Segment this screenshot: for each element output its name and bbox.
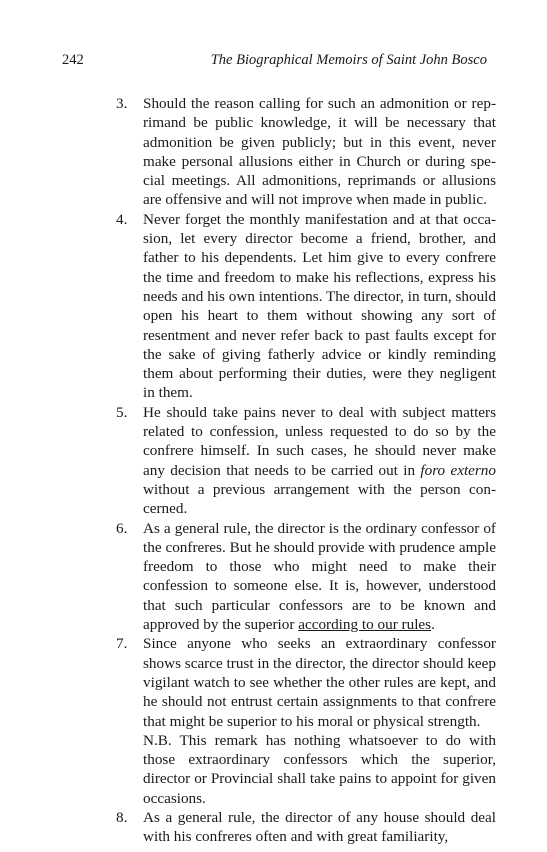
rule-text-part: He should take pains never to deal with subject matters related to confession, unless requested to do so by the confrere himself. In such cases, he should never make any decision that needs to be carried out in (143, 403, 496, 479)
underlined-phrase: according to our rules (298, 616, 432, 634)
rule-item-5 (116, 403, 496, 519)
rule-text: Since anyone who seeks an extraordinary confessor shows scarce trust in the director, the director should keep vigilant watch to see whether the other rules are kept, and he should not entrust certain assignments to that confrere that might be superior to his moral or physical strength. (143, 635, 496, 730)
rule-item-6 (116, 519, 496, 635)
rule-text (143, 519, 496, 635)
rule-number: 5. (116, 403, 128, 421)
rule-number: 3. (116, 95, 128, 112)
rule-text-part: As a general rule, the director is the ordinary confessor of the confreres. But he should provide with prudence ample freedom to those who might need to make their confession to someone else. It is, however, understood that such particular confessors are to be known and approved by the superior (143, 519, 496, 634)
latin-term: foro externo (420, 461, 496, 479)
nota-bene-note: N.B. This remark has nothing whatsoever to do with those extraordinary confessors which the superior, director or Provincial shall take pains to appoint for given occasions. (143, 731, 496, 807)
rule-text: Should the reason calling for such an admonition or reprimand be public knowledge, it will be necessary that admonition be given publicly; but in this event, never make personal allusions either in Church or during special meetings. All admonitions, reprimands or allusions are offensive and will not improve when made in public. (143, 95, 496, 209)
running-title: The Biographical Memoirs of Saint John Bosco (210, 52, 487, 68)
rule-text-part: without a previous arrangement with the person concerned. (143, 480, 496, 518)
rule-number: 8. (116, 808, 128, 826)
rule-number: 7. (116, 635, 128, 653)
rule-item-7 (116, 634, 496, 808)
rule-number: 6. (116, 519, 128, 537)
rules-list (116, 94, 496, 847)
page-number: 242 (62, 52, 84, 68)
rule-item-8 (116, 808, 496, 847)
rule-number: 4. (116, 210, 128, 228)
rule-text: Never forget the monthly manifestation and at that occasion, let every director become a friend, brother, and father to his dependents. Let him give to every confrere the time and freedom to make his reflections, express his needs and his own intentions. The director, in turn, should open his heart to them without showing any sort of resentment and never refer back to past faults except for the sake of giving fatherly advice or kindly reminding them about performing their duties, were they negligent in them. (143, 210, 496, 402)
rule-item-4 (116, 210, 496, 403)
rule-item-3 (116, 94, 496, 210)
rule-text: As a general rule, the director of any house should deal with his confreres often and with great familiarity, (143, 808, 496, 846)
rule-text-part: . (431, 616, 435, 634)
page-header (62, 52, 487, 70)
rule-text (143, 403, 496, 519)
